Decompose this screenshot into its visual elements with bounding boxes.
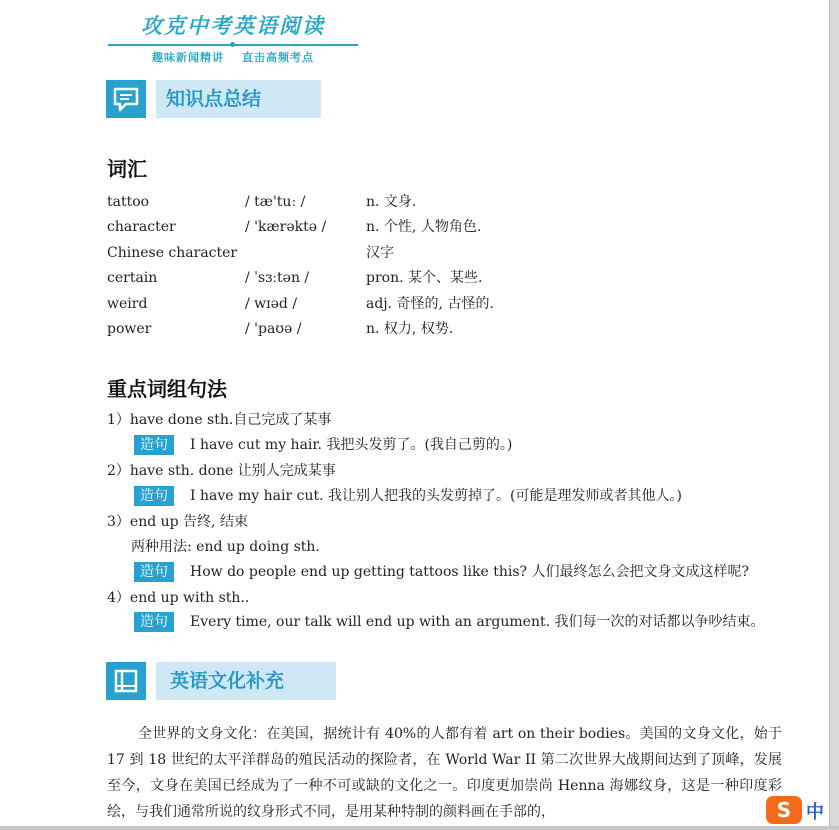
vocab-phonetic: / 'kærəktə / bbox=[245, 219, 327, 236]
phrases-heading: 重点词组句法 bbox=[107, 377, 227, 401]
example-tag: 造句 bbox=[134, 562, 174, 582]
window-scrollbar-edge[interactable] bbox=[829, 0, 839, 830]
example-sentence: I have cut my hair. 我把头发剪了。(我自己剪的。) bbox=[190, 437, 513, 453]
vocab-meaning: pron. 某个、某些. bbox=[366, 270, 483, 287]
vocab-phonetic: / ˈsɜːtən / bbox=[245, 270, 310, 287]
subtitle-right: 直击高频考点 bbox=[242, 51, 314, 64]
phrase-1: 1）have done sth.自己完成了某事 bbox=[107, 412, 332, 428]
sogou-logo-icon[interactable]: S bbox=[766, 796, 802, 824]
example-3 bbox=[134, 561, 749, 583]
culture-paragraph bbox=[107, 721, 782, 825]
section-title-knowledge: 知识点总结 bbox=[156, 80, 321, 118]
section-title-culture: 英语文化补充 bbox=[156, 662, 336, 700]
example-tag: 造句 bbox=[134, 612, 174, 632]
vocab-word: Chinese character bbox=[107, 244, 238, 261]
vocab-phonetic: / wɪəd / bbox=[245, 295, 298, 312]
vocab-meaning: n. 文身. bbox=[366, 194, 417, 210]
culture-text: 全世界的文身文化：在美国，据统计有 40%的人都有着 art on their bodies。美国的文身文化，始于 17 到 18 世纪的太平洋群岛的殖民活动的探险者，在 World War II 第二次世界大战期间达到了顶峰，发展至今，文身在美国已经成为了一种不可或缺的文化之一。印度更加崇尚 Henna 海娜纹身，这是一种印度彩绘，与我们通常所说的纹身形式不同，是用某种特制的颜料画在手部的， bbox=[107, 726, 782, 820]
input-mode-toggle[interactable]: 中 bbox=[806, 802, 824, 823]
phrase-2: 2）have sth. done 让别人完成某事 bbox=[107, 463, 336, 479]
example-4 bbox=[134, 611, 765, 633]
phrase-4: 4）end up with sth.. bbox=[107, 590, 250, 606]
vocab-word: tattoo bbox=[107, 194, 150, 210]
phrase-3: 3）end up 告终, 结束 bbox=[107, 514, 248, 530]
book-subtitle bbox=[108, 49, 358, 65]
vocab-word: power bbox=[107, 320, 152, 337]
vocab-word: certain bbox=[107, 270, 158, 287]
vocab-meaning: adj. 奇怪的, 古怪的. bbox=[366, 295, 494, 312]
example-sentence: Every time, our talk will end up with an argument. 我们每一次的对话都以争吵结束。 bbox=[190, 614, 765, 630]
example-1 bbox=[134, 434, 512, 456]
book-header bbox=[108, 10, 358, 65]
vocab-meaning: n. 个性, 人物角色. bbox=[366, 219, 482, 236]
book-icon bbox=[106, 662, 146, 700]
vocab-phonetic: / tæ'tuː / bbox=[245, 194, 306, 210]
input-method-toolbar[interactable] bbox=[766, 796, 826, 824]
example-sentence: How do people end up getting tattoos like this? 人们最终怎么会把文身文成这样呢? bbox=[190, 564, 749, 580]
book-title: 攻克中考英语阅读 bbox=[141, 14, 325, 38]
example-tag: 造句 bbox=[134, 486, 174, 506]
chat-bubble-icon bbox=[106, 80, 146, 118]
example-sentence: I have my hair cut. 我让别人把我的头发剪掉了。(可能是理发师或者其他人。) bbox=[190, 488, 682, 504]
window-bottom-edge bbox=[0, 826, 839, 830]
vocab-word: character bbox=[107, 219, 176, 236]
header-divider bbox=[108, 44, 358, 46]
vocab-meaning: 汉字 bbox=[366, 244, 394, 261]
subtitle-left: 趣味新闻精讲 bbox=[152, 51, 224, 64]
vocab-heading: 词汇 bbox=[107, 157, 147, 181]
example-2 bbox=[134, 485, 682, 507]
vocab-phonetic: / 'paʊə / bbox=[245, 320, 302, 337]
phrase-3-usage: 两种用法: end up doing sth. bbox=[131, 539, 320, 555]
vocab-word: weird bbox=[107, 295, 148, 312]
example-tag: 造句 bbox=[134, 435, 174, 455]
vocab-meaning: n. 权力, 权势. bbox=[366, 320, 454, 337]
